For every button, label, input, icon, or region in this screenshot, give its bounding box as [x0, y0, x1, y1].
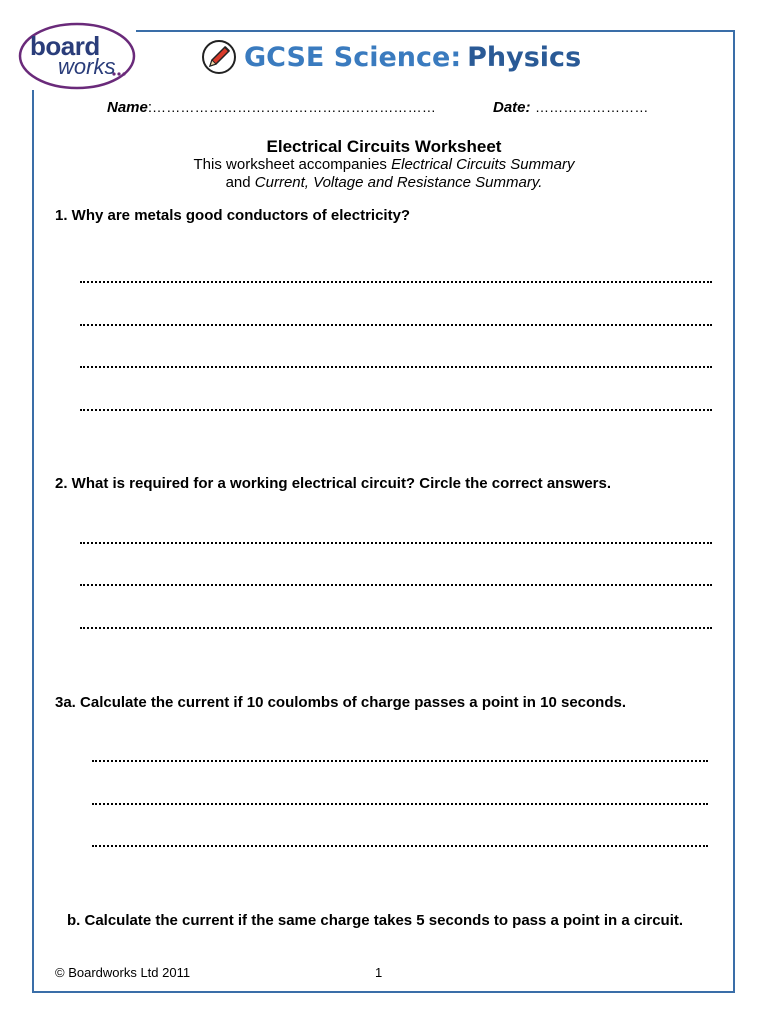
answer-line[interactable] [80, 626, 712, 629]
answer-line[interactable] [80, 323, 712, 326]
worksheet-title: Electrical Circuits Worksheet [266, 137, 502, 156]
boardworks-logo [18, 22, 136, 90]
answer-line[interactable] [92, 759, 708, 762]
logo-word-board: board [30, 31, 100, 61]
page-number: 1 [375, 965, 383, 980]
pencil-icon [200, 38, 238, 76]
logo-word-works: works [58, 54, 116, 79]
answer-line[interactable] [80, 583, 712, 586]
subtitle-2-italic: Current, Voltage and Resistance Summary. [254, 174, 543, 191]
date-field[interactable] [493, 99, 649, 117]
name-label: Name [107, 99, 148, 116]
header-subject: Physics [467, 41, 582, 73]
worksheet-subtitle-1 [0, 156, 768, 173]
name-colon: : [147, 99, 153, 116]
answer-line[interactable] [80, 365, 712, 368]
answer-line[interactable] [92, 844, 708, 847]
question-3a: 3a. Calculate the current if 10 coulombs of charge passes a point in 10 seconds. [55, 694, 627, 711]
header-gcse: GCSE Science: [244, 41, 462, 73]
worksheet-subtitle-2 [0, 174, 768, 191]
subtitle-1-italic: Electrical Circuits Summary [391, 156, 575, 173]
name-dots: …………………………………………………… [152, 99, 437, 115]
question-3b: b. Calculate the current if the same charge takes 5 seconds to pass a point in a circuit. [67, 912, 684, 929]
subtitle-1-plain: This worksheet accompanies [193, 156, 392, 173]
footer-copyright: © Boardworks Ltd 2011 [55, 965, 191, 980]
question-2: 2. What is required for a working electrical circuit? Circle the correct answers. [55, 475, 612, 492]
date-label: Date: [493, 99, 531, 116]
name-field[interactable] [107, 99, 436, 117]
answer-line[interactable] [80, 541, 712, 544]
date-dots: …………………… [534, 99, 649, 115]
subtitle-2-plain: and [225, 174, 255, 191]
answer-line[interactable] [80, 280, 712, 283]
answer-line[interactable] [80, 408, 712, 411]
question-1: 1. Why are metals good conductors of electricity? [55, 207, 411, 224]
answer-line[interactable] [92, 802, 708, 805]
header-title [200, 38, 581, 76]
